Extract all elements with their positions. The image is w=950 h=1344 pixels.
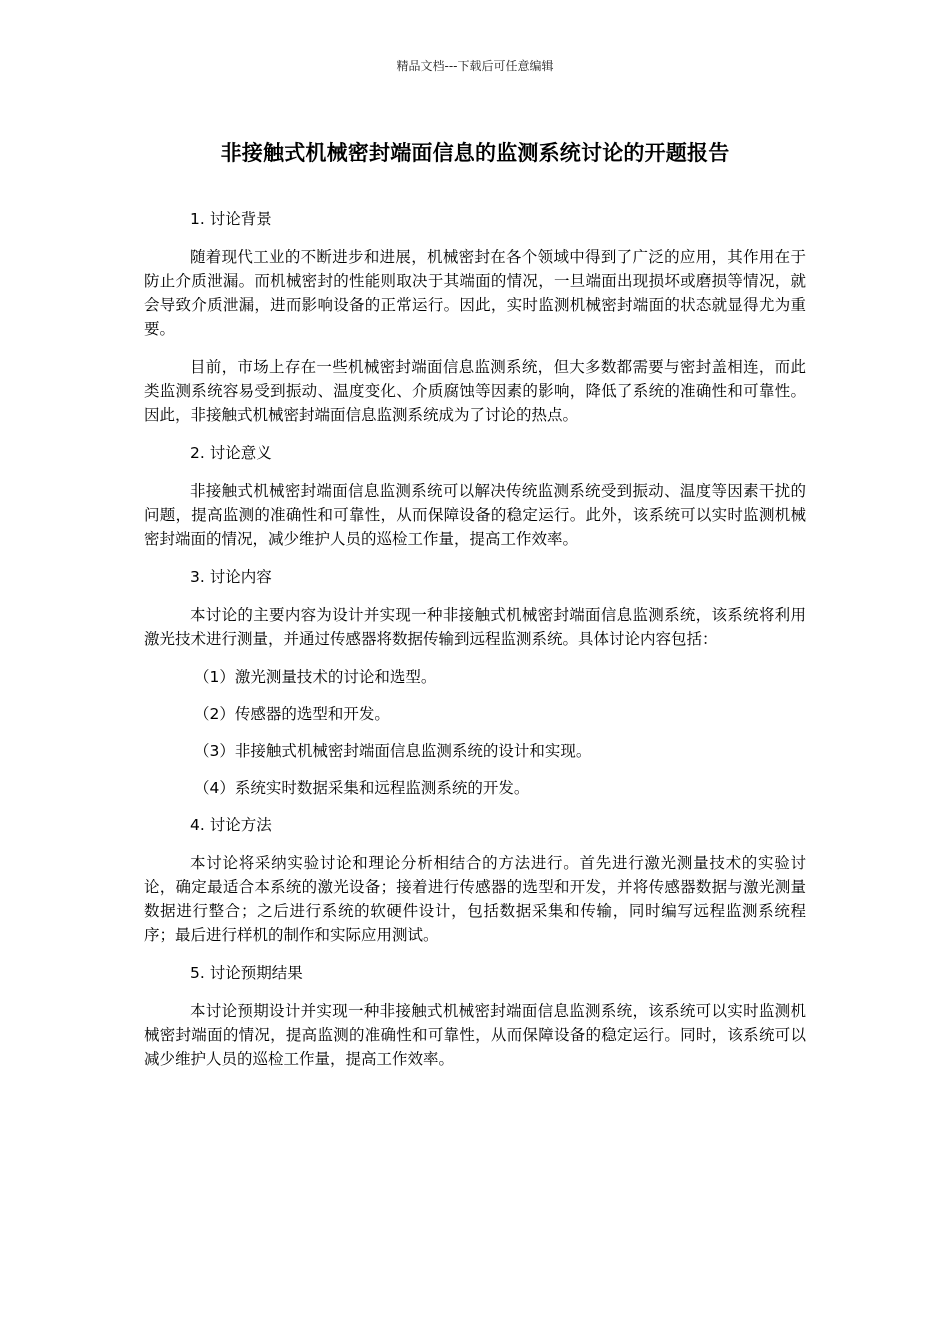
- document-body: [144, 207, 806, 1085]
- list-item: （1）激光测量技术的讨论和选型。: [194, 668, 437, 686]
- paragraph: 非接触式机械密封端面信息监测系统可以解决传统监测系统受到振动、温度等因素干扰的问题，提高监测的准确性和可靠性，从而保障设备的稳定运行。此外，该系统可以实时监测机械密封端面的情况，减少维护人员的巡检工作量，提高工作效率。: [144, 482, 806, 548]
- section-heading: 4. 讨论方法: [190, 816, 272, 834]
- section-heading: 2. 讨论意义: [190, 444, 272, 462]
- section-significance: [144, 441, 806, 551]
- section-content: [144, 565, 806, 800]
- paragraph: 本讨论将采纳实验讨论和理论分析相结合的方法进行。首先进行激光测量技术的实验讨论，确定最适合本系统的激光设备；接着进行传感器的选型和开发，并将传感器数据与激光测量数据进行整合；之后进行系统的软硬件设计，包括数据采集和传输，同时编写远程监测系统程序；最后进行样机的制作和实际应用测试。: [144, 854, 806, 944]
- section-expected-results: [144, 961, 806, 1071]
- list-item: （2）传感器的选型和开发。: [194, 705, 390, 723]
- section-heading: 1. 讨论背景: [190, 210, 272, 228]
- section-heading: 5. 讨论预期结果: [190, 964, 303, 982]
- list-item: （4）系统实时数据采集和远程监测系统的开发。: [194, 779, 530, 797]
- paragraph: 本讨论的主要内容为设计并实现一种非接触式机械密封端面信息监测系统，该系统将利用激光技术进行测量，并通过传感器将数据传输到远程监测系统。具体讨论内容包括：: [144, 606, 806, 648]
- list-item: （3）非接触式机械密封端面信息监测系统的设计和实现。: [194, 742, 592, 760]
- paragraph: 随着现代工业的不断进步和进展，机械密封在各个领域中得到了广泛的应用，其作用在于防止介质泄漏。而机械密封的性能则取决于其端面的情况，一旦端面出现损坏或磨损等情况，就会导致介质泄漏，进而影响设备的正常运行。因此，实时监测机械密封端面的状态就显得尤为重要。: [144, 248, 806, 338]
- paragraph: 目前，市场上存在一些机械密封端面信息监测系统，但大多数都需要与密封盖相连，而此类监测系统容易受到振动、温度变化、介质腐蚀等因素的影响，降低了系统的准确性和可靠性。因此，非接触式机械密封端面信息监测系统成为了讨论的热点。: [144, 358, 806, 424]
- document-title: 非接触式机械密封端面信息的监测系统讨论的开题报告: [220, 141, 730, 165]
- paragraph: 本讨论预期设计并实现一种非接触式机械密封端面信息监测系统，该系统可以实时监测机械密封端面的情况，提高监测的准确性和可靠性，从而保障设备的稳定运行。同时，该系统可以减少维护人员的巡检工作量，提高工作效率。: [144, 1002, 806, 1068]
- section-background: [144, 207, 806, 427]
- page-header: 精品文档---下载后可任意编辑: [396, 59, 554, 73]
- section-method: [144, 813, 806, 947]
- section-heading: 3. 讨论内容: [190, 568, 272, 586]
